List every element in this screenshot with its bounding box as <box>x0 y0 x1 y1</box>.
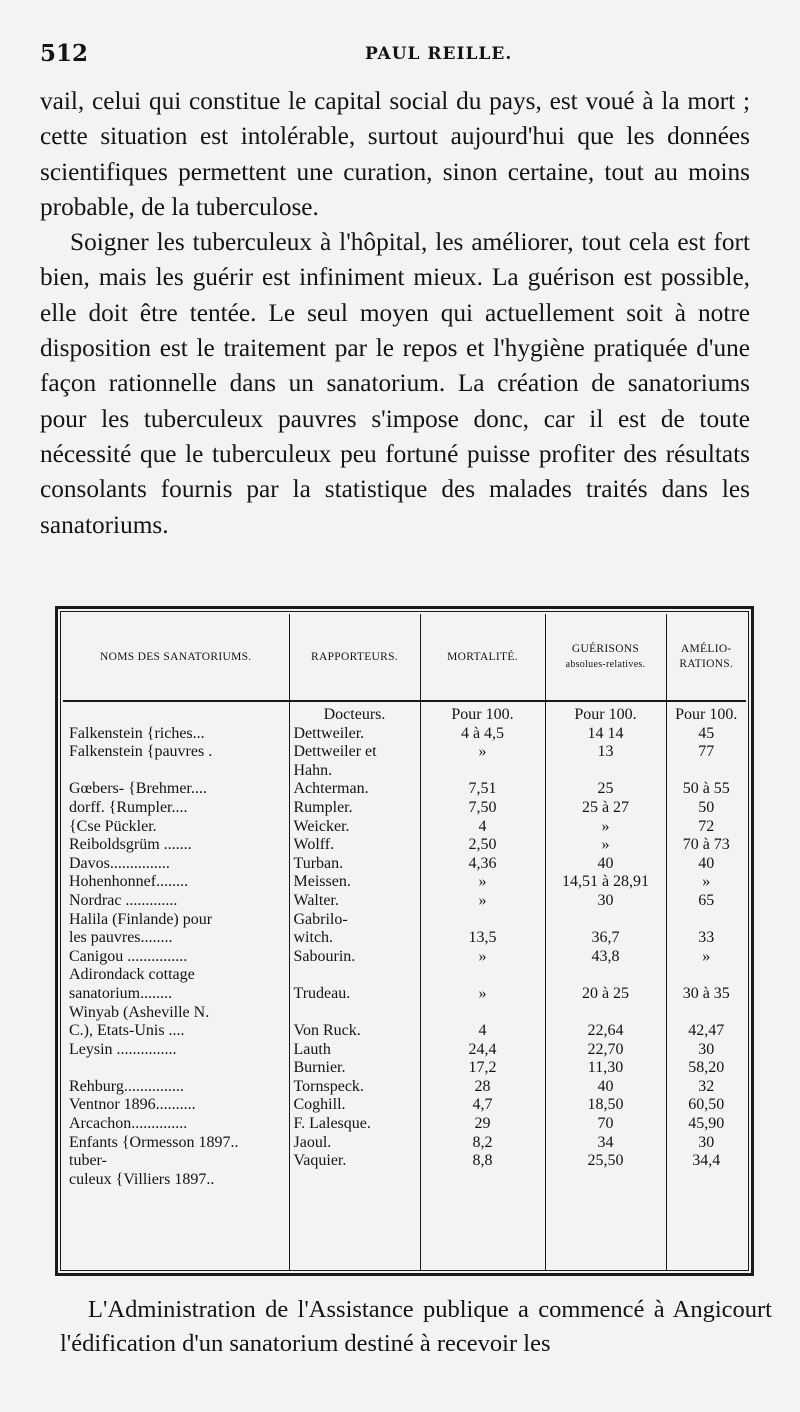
table-cell: Leysin ............... <box>69 1040 177 1058</box>
paragraph-2: Soigner les tuberculeux à l'hôpital, les améliorer, tout cela est fort bien, mais les guérir est infiniment mieux. La guérison est possible, elle doit être tentée. Le seul moyen qui actuellement soit à notre disposition est le traitement par le repos et l'hygiène pratiquée d'une façon rationnelle dans un sanatorium. La création de sanatoriums pour les tuberculeux pauvres s'impose donc, car il est de toute nécessité que le tuberculeux peu fortuné puisse profiter des résultats consolants fournis par la statistique des malades traités dans les sanatoriums. <box>40 228 750 539</box>
table-cell: Falkenstein {pauvres . <box>69 743 213 761</box>
table-cell: Tornspeck. <box>293 1077 364 1095</box>
table-cell: 20 à 25 <box>581 984 630 1002</box>
table-cell: 70 à 73 <box>682 836 730 854</box>
table-cell: 7,51 <box>468 780 497 798</box>
table-cell: tuber- <box>69 1152 107 1170</box>
table-cell: 77 <box>698 743 715 761</box>
table-cell: 4,36 <box>468 854 497 872</box>
table-cell: 30 <box>698 1133 715 1151</box>
table-cell <box>425 762 541 781</box>
table-cell: » <box>478 891 487 909</box>
table-cell: » <box>478 743 487 761</box>
table-cell: Falkenstein {riches... <box>69 724 205 742</box>
table-cell: 40 <box>597 1077 614 1095</box>
guerisons-list <box>550 706 662 1171</box>
table-cell: 17,2 <box>468 1059 497 1077</box>
table-cell <box>425 911 541 930</box>
table-cell <box>671 762 743 781</box>
table-cell: Gabrilo- <box>293 910 348 928</box>
table-cell: 4,7 <box>472 1096 493 1114</box>
table-cell: 30 <box>698 1040 715 1058</box>
table-body-row <box>63 701 746 1270</box>
table-cell: witch. <box>293 929 334 947</box>
table-cell: » <box>601 836 610 854</box>
table-cell: Burnier. <box>293 1059 346 1077</box>
column-mortalite <box>420 701 545 1270</box>
table-cell: 36,7 <box>591 929 620 947</box>
table-cell <box>671 911 743 930</box>
header-guerisons-sub: absolues-relatives. <box>565 659 646 670</box>
table-cell: 32 <box>698 1077 715 1095</box>
table-cell: Hohenhonnef........ <box>69 873 189 891</box>
header-sanatoriums: NOMS DES SANATORIUMS. <box>63 614 289 701</box>
table-cell: Lauth <box>293 1040 331 1058</box>
table-cell: 11,30 <box>587 1059 624 1077</box>
table-cell <box>294 1004 416 1023</box>
table-cell: 29 <box>474 1115 491 1133</box>
table-cell: 30 à 35 <box>682 984 730 1002</box>
table-cell: 22,70 <box>587 1040 624 1058</box>
column-ameliorations <box>666 701 746 1270</box>
table-cell: Nordrac ............. <box>69 891 178 909</box>
table-cell <box>550 966 662 985</box>
table-cell: » <box>478 947 487 965</box>
table-cell: 14,51 à 28,91 <box>561 873 650 891</box>
table-cell: 22,64 <box>587 1022 624 1040</box>
table-cell: » <box>702 873 711 891</box>
table-cell: Dettweiler. <box>293 724 365 742</box>
table-cell: 50 à 55 <box>682 780 730 798</box>
header-guerisons-title: GUÉRISONS <box>571 643 640 655</box>
header-ameliorations-line1: AMÉLIO- <box>680 643 732 655</box>
table-cell: Jaoul. <box>293 1133 332 1151</box>
page-number: 512 <box>40 40 89 67</box>
table-cell: » <box>478 984 487 1002</box>
table-cell: Enfants {Ormesson 1897.. <box>69 1133 239 1151</box>
table-cell: 2,50 <box>468 836 497 854</box>
header-mortalite: MORTALITÉ. <box>420 614 545 701</box>
table-cell: Ventnor 1896.......... <box>69 1096 196 1114</box>
table-cell: 7,50 <box>468 798 497 816</box>
table-cell: Arcachon.............. <box>69 1115 188 1133</box>
table-cell <box>69 1059 285 1078</box>
unit-rapporteurs: Docteurs. <box>323 706 386 723</box>
unit-guerisons: Pour 100. <box>574 706 637 723</box>
table-cell: 28 <box>474 1077 491 1095</box>
table-cell: Vaquier. <box>293 1152 347 1170</box>
table-cell: » <box>478 873 487 891</box>
running-head <box>40 40 770 74</box>
table-cell: 50 <box>698 798 715 816</box>
table-cell <box>550 1004 662 1023</box>
table-cell: » <box>702 947 711 965</box>
table-cell: 70 <box>597 1115 614 1133</box>
table-cell: Davos............... <box>69 854 170 872</box>
table-cell: 25,50 <box>587 1152 624 1170</box>
header-rapporteurs: RAPPORTEURS. <box>289 614 420 701</box>
table-cell: 33 <box>698 929 715 947</box>
table-cell: Coghill. <box>293 1096 346 1114</box>
mortalite-list <box>425 706 541 1171</box>
table-cell: 30 <box>597 891 614 909</box>
sanatorium-statistics-table <box>63 614 746 1270</box>
body-text <box>40 84 750 543</box>
table-cell: {Cse Pückler. <box>69 817 157 835</box>
table-cell <box>294 966 416 985</box>
table-cell: 4 <box>478 1022 487 1040</box>
table-cell: Walter. <box>293 891 339 909</box>
table-cell: 43,8 <box>591 947 620 965</box>
table-cell <box>69 762 285 781</box>
table-cell: Halila (Finlande) pour <box>69 910 213 928</box>
table-cell <box>550 762 662 781</box>
closing-paragraph: L'Administration de l'Assistance publique a commencé à Angicourt l'édification d'un sanatorium destiné à recevoir les <box>60 1296 772 1357</box>
table-cell: les pauvres........ <box>69 929 173 947</box>
ameliorations-list <box>671 706 743 1171</box>
table-cell: Gœbers- {Brehmer.... <box>69 780 207 798</box>
table-cell <box>671 1004 743 1023</box>
unit-mortalite: Pour 100. <box>451 706 514 723</box>
table-cell: Trudeau. <box>293 984 351 1002</box>
table-cell: Rumpler. <box>293 798 353 816</box>
table-cell: culeux {Villiers 1897.. <box>69 1170 215 1188</box>
table-cell: » <box>601 817 610 835</box>
table-cell: 25 <box>597 780 614 798</box>
table-cell <box>69 706 285 725</box>
table-cell: 18,50 <box>587 1096 624 1114</box>
table-cell: 8,8 <box>472 1152 493 1170</box>
table-cell: 4 à 4,5 <box>460 724 505 742</box>
table-cell: Sabourin. <box>293 947 356 965</box>
table-cell: 58,20 <box>688 1059 725 1077</box>
header-guerisons <box>545 614 666 701</box>
table-cell: 60,50 <box>688 1096 725 1114</box>
footer-text <box>60 1293 772 1361</box>
table-cell: 4 <box>478 817 487 835</box>
table-cell <box>671 966 743 985</box>
table-cell: sanatorium........ <box>69 984 173 1002</box>
column-guerisons <box>545 701 666 1270</box>
table-cell: 24,4 <box>468 1040 497 1058</box>
unit-ameliorations: Pour 100. <box>675 706 738 723</box>
table-cell: Adirondack cottage <box>69 966 195 984</box>
table-cell: Winyab (Asheville N. <box>69 1003 210 1021</box>
column-rapporteurs <box>289 701 420 1270</box>
running-title: PAUL REILLE. <box>365 44 513 64</box>
header-ameliorations <box>666 614 746 701</box>
table-cell: dorff. {Rumpler.... <box>69 798 188 816</box>
table-cell: 13,5 <box>468 929 497 947</box>
table-cell: Dettweiler et <box>293 743 377 761</box>
table-cell: 14 14 <box>587 724 624 742</box>
table-cell: 42,47 <box>688 1022 725 1040</box>
paragraph-1: vail, celui qui constitue le capital social du pays, est voué à la mort ; cette situation est intolérable, surtout aujourd'hui que les données scientifiques permettent une curation, sinon certaine, tout au moins probable, de la tuberculose. <box>40 87 750 221</box>
table-cell: Reiboldsgrüm ....... <box>69 836 192 854</box>
rapporteurs-list <box>294 706 416 1171</box>
statistics-table-frame <box>55 606 754 1276</box>
table-cell: 34,4 <box>692 1152 721 1170</box>
table-cell: 40 <box>597 854 614 872</box>
header-ameliorations-line2: RATIONS. <box>679 658 734 670</box>
table-cell: Von Ruck. <box>293 1022 361 1040</box>
table-cell: 65 <box>698 891 715 909</box>
table-cell: Achterman. <box>293 780 369 798</box>
table-cell: Weicker. <box>293 817 350 835</box>
table-cell <box>425 966 541 985</box>
table-cell: 45 <box>698 724 715 742</box>
table-cell: 25 à 27 <box>581 798 630 816</box>
table-cell <box>550 911 662 930</box>
table-cell: Hahn. <box>293 761 333 779</box>
table-cell: Rehburg............... <box>69 1077 184 1095</box>
table-cell: Meissen. <box>293 873 351 891</box>
table-cell: 13 <box>597 743 614 761</box>
table-cell: 45,90 <box>688 1115 725 1133</box>
table-cell: Canigou ............... <box>69 947 188 965</box>
table-header-row <box>63 614 746 701</box>
column-sanatoriums <box>63 701 289 1270</box>
table-cell: C.), Etats-Unis .... <box>69 1022 185 1040</box>
table-cell: Wolff. <box>293 836 335 854</box>
table-cell: 40 <box>698 854 715 872</box>
table-cell: 8,2 <box>472 1133 493 1151</box>
table-cell: 34 <box>597 1133 614 1151</box>
table-cell: F. Lalesque. <box>293 1115 371 1133</box>
table-cell <box>425 1004 541 1023</box>
table-cell: 72 <box>698 817 715 835</box>
sanatoriums-list <box>69 706 285 1189</box>
table-cell: Turban. <box>293 854 344 872</box>
